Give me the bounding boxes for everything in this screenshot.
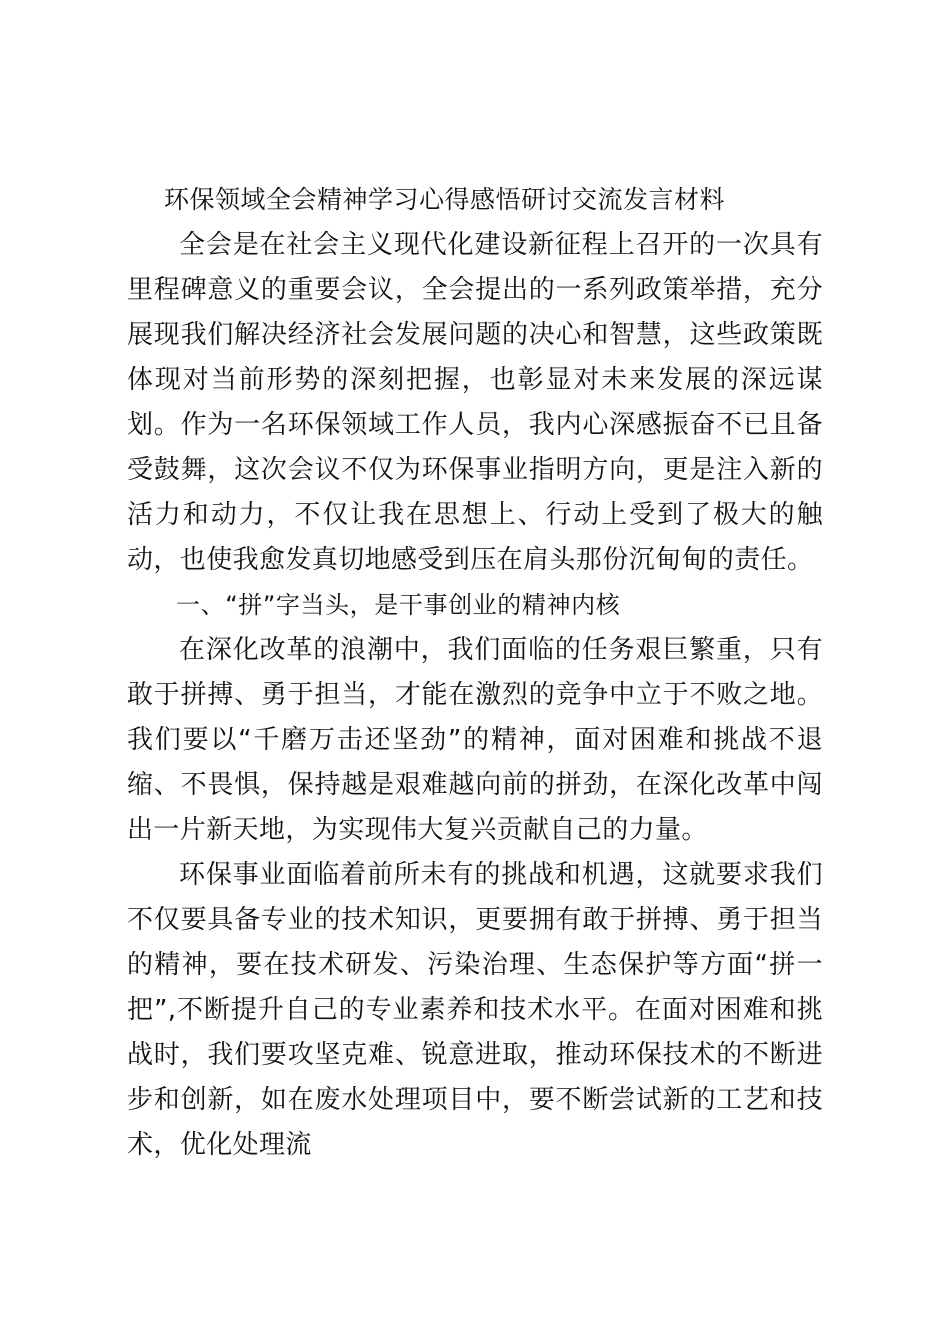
document-body [127,176,823,1168]
document-title: 环保领域全会精神学习心得感悟研讨交流发言材料 [164,185,726,214]
intro-paragraph: 全会是在社会主义现代化建设新征程上召开的一次具有里程碑意义的重要会议，全会提出的一系列政策举措，充分展现我们解决经济社会发展问题的决心和智慧，这些政策既体现对当前形势的深刻把握，也彰显对未来发展的深远谋划。作为一名环保领域工作人员，我内心深感振奋不已且备受鼓舞，这次会议不仅为环保事业指明方向，更是注入新的活力和动力，不仅让我在思想上、行动上受到了极大的触动，也使我愈发真切地感受到压在肩头那份沉甸甸的责任。 [127,230,823,575]
section-1-paragraph-2: 环保事业面临着前所未有的挑战和机遇，这就要求我们不仅要具备专业的技术知识，更要拥有敢于拼搏、勇于担当的精神，要在技术研发、污染治理、生态保护等方面“拼一把”,不断提升自己的专业素养和技术水平。在面对困难和挑战时，我们要攻坚克难、锐意进取，推动环保技术的不断进步和创新，如在废水处理项目中，要不断尝试新的工艺和技术，优化处理流 [127,860,823,1160]
section-1-paragraph-1: 在深化改革的浪潮中，我们面临的任务艰巨繁重，只有敢于拼搏、勇于担当，才能在激烈的竞争中立于不败之地。我们要以“千磨万击还坚劲”的精神，面对困难和挑战不退缩、不畏惧，保持越是艰难越向前的拼劲，在深化改革中闯出一片新天地，为实现伟大复兴贡献自己的力量。 [127,635,823,845]
section-heading-1: 一、“拼”字当头，是干事创业的精神内核 [176,591,621,619]
